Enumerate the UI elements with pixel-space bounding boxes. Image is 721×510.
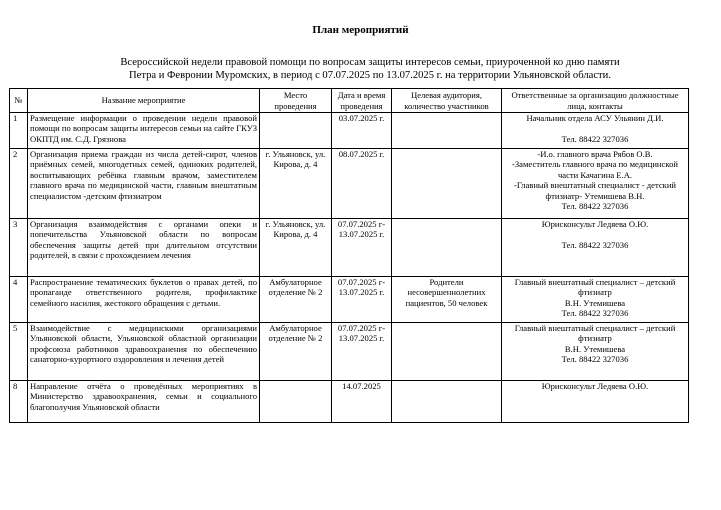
cell-place: Амбулаторное отделение № 2 xyxy=(260,323,332,381)
cell-num: 5 xyxy=(10,323,28,381)
cell-name: Направление отчёта о проведённых мероприятиях в Министерство здравоохранения, семьи и социального благополучия Ульяновской области xyxy=(28,381,260,423)
document-subtitle xyxy=(60,56,680,82)
responsible-line: Тел. 88422 327036 xyxy=(561,308,629,319)
responsible-line xyxy=(504,123,686,133)
header-place: Место проведения xyxy=(260,89,332,113)
responsible-line: Начальник отдела АСУ Ульянин Д.И. xyxy=(526,113,664,123)
responsible-line: -Заместитель главного врача по медицинской части Качагина Е.А. xyxy=(512,159,678,180)
cell-num: 4 xyxy=(10,277,28,323)
header-num: № xyxy=(10,89,28,113)
table-row xyxy=(10,219,689,277)
responsible-line: Тел. 88422 327036 xyxy=(561,239,629,250)
cell-date: 07.07.2025 г- 13.07.2025 г. xyxy=(332,323,392,381)
header-responsible: Ответственные за организацию должностные лица, контакты xyxy=(502,89,689,113)
cell-date: 07.07.2025 г- 13.07.2025 г. xyxy=(332,219,392,277)
responsible-line: -Главный внештатный специалист - детский фтизиатр- Утемишева В.Н. xyxy=(513,180,677,201)
cell-place: г. Ульяновск, ул. Кирова, д. 4 xyxy=(260,219,332,277)
responsible-line: Юрисконсульт Ледяева О.Ю. xyxy=(541,381,649,391)
table-body xyxy=(10,113,689,423)
cell-place xyxy=(260,381,332,423)
responsible-line: Главный внештатный специалист – детский фтизиатр xyxy=(514,277,676,298)
cell-responsible xyxy=(502,219,689,277)
document-title: План мероприятий xyxy=(312,24,409,36)
cell-date: 08.07.2025 г. xyxy=(332,149,392,219)
cell-name: Организация взаимодействия с органами опеки и попечительства Ульяновской области по вопросам обеспечения защиты детей при длительном отсутствии родителей, в связи с прохождением лечения xyxy=(28,219,260,277)
cell-date: 03.07.2025 г. xyxy=(332,113,392,149)
header-name: Название мероприятие xyxy=(28,89,260,113)
cell-date: 14.07.2025 xyxy=(332,381,392,423)
header-audience: Целевая аудитория, количество участников xyxy=(392,89,502,113)
responsible-line: -И.о. главного врача Рябов О.В. xyxy=(537,149,653,159)
subtitle-line-1: Всероссийской недели правовой помощи по вопросам защиты интересов семьи, приуроченной ко дню памяти xyxy=(120,57,620,68)
responsible-line: Тел. 88422 327036 xyxy=(561,201,629,212)
responsible-line: В.Н. Утемишева xyxy=(564,297,626,308)
cell-place: Амбулаторное отделение № 2 xyxy=(260,277,332,323)
cell-responsible xyxy=(502,381,689,423)
responsible-line: В.Н. Утемишева xyxy=(564,343,626,354)
responsible-line: Главный внештатный специалист – детский фтизиатр xyxy=(514,323,676,344)
cell-place: г. Ульяновск, ул. Кирова, д. 4 xyxy=(260,149,332,219)
cell-name: Размещение информации о проведении недели правовой помощи по вопросам защиты интересов семьи на сайте ГКУЗ ОКПТД им. С.Д. Грязнова xyxy=(28,113,260,149)
header-date: Дата и время проведения xyxy=(332,89,392,113)
responsible-line: Тел. 88422 327036 xyxy=(561,133,629,144)
cell-audience xyxy=(392,113,502,149)
table-row xyxy=(10,323,689,381)
cell-name: Взаимодействие с медицинскими организациями Ульяновской области, Ульяновской областной организации профсоюза работников здравоохранения по обеспечению санаторно-курортного оздоровления и лечения детей xyxy=(28,323,260,381)
table-header-row xyxy=(10,89,689,113)
cell-place xyxy=(260,113,332,149)
cell-audience xyxy=(392,323,502,381)
table-row xyxy=(10,113,689,149)
cell-responsible xyxy=(502,277,689,323)
cell-audience: Родители несовершеннолетних пациентов, 50 человек xyxy=(392,277,502,323)
cell-date: 07.07.2025 г- 13.07.2025 г. xyxy=(332,277,392,323)
cell-name: Организация приема граждан из числа детей-сирот, членов приёмных семей, многодетных семей, одиноких родителей, воспитывающих ребёнка главным врачом, заместителем главного врача по медицинской части, главным внештатным специалистом -детским фтизиатром xyxy=(28,149,260,219)
cell-audience xyxy=(392,381,502,423)
events-table xyxy=(9,88,689,423)
cell-audience xyxy=(392,219,502,277)
subtitle-line-2: Петра и Февронии Муромских, в период с 07.07.2025 по 13.07.2025 г. на территории Ульяновской области. xyxy=(128,70,611,81)
cell-responsible xyxy=(502,323,689,381)
responsible-line: Тел. 88422 327036 xyxy=(561,354,629,365)
table-row xyxy=(10,149,689,219)
cell-responsible xyxy=(502,149,689,219)
cell-responsible xyxy=(502,113,689,149)
responsible-line xyxy=(504,229,686,239)
cell-num: 1 xyxy=(10,113,28,149)
cell-num: 3 xyxy=(10,219,28,277)
table-row xyxy=(10,381,689,423)
cell-num: 2 xyxy=(10,149,28,219)
table-row xyxy=(10,277,689,323)
responsible-line: Юрисконсульт Ледяева О.Ю. xyxy=(541,219,649,229)
cell-name: Распространение тематических буклетов о правах детей, по пропаганде ответственного родителя, профилактике семейного насилия, жестокого обращения с детьми. xyxy=(28,277,260,323)
cell-audience xyxy=(392,149,502,219)
cell-num: 8 xyxy=(10,381,28,423)
